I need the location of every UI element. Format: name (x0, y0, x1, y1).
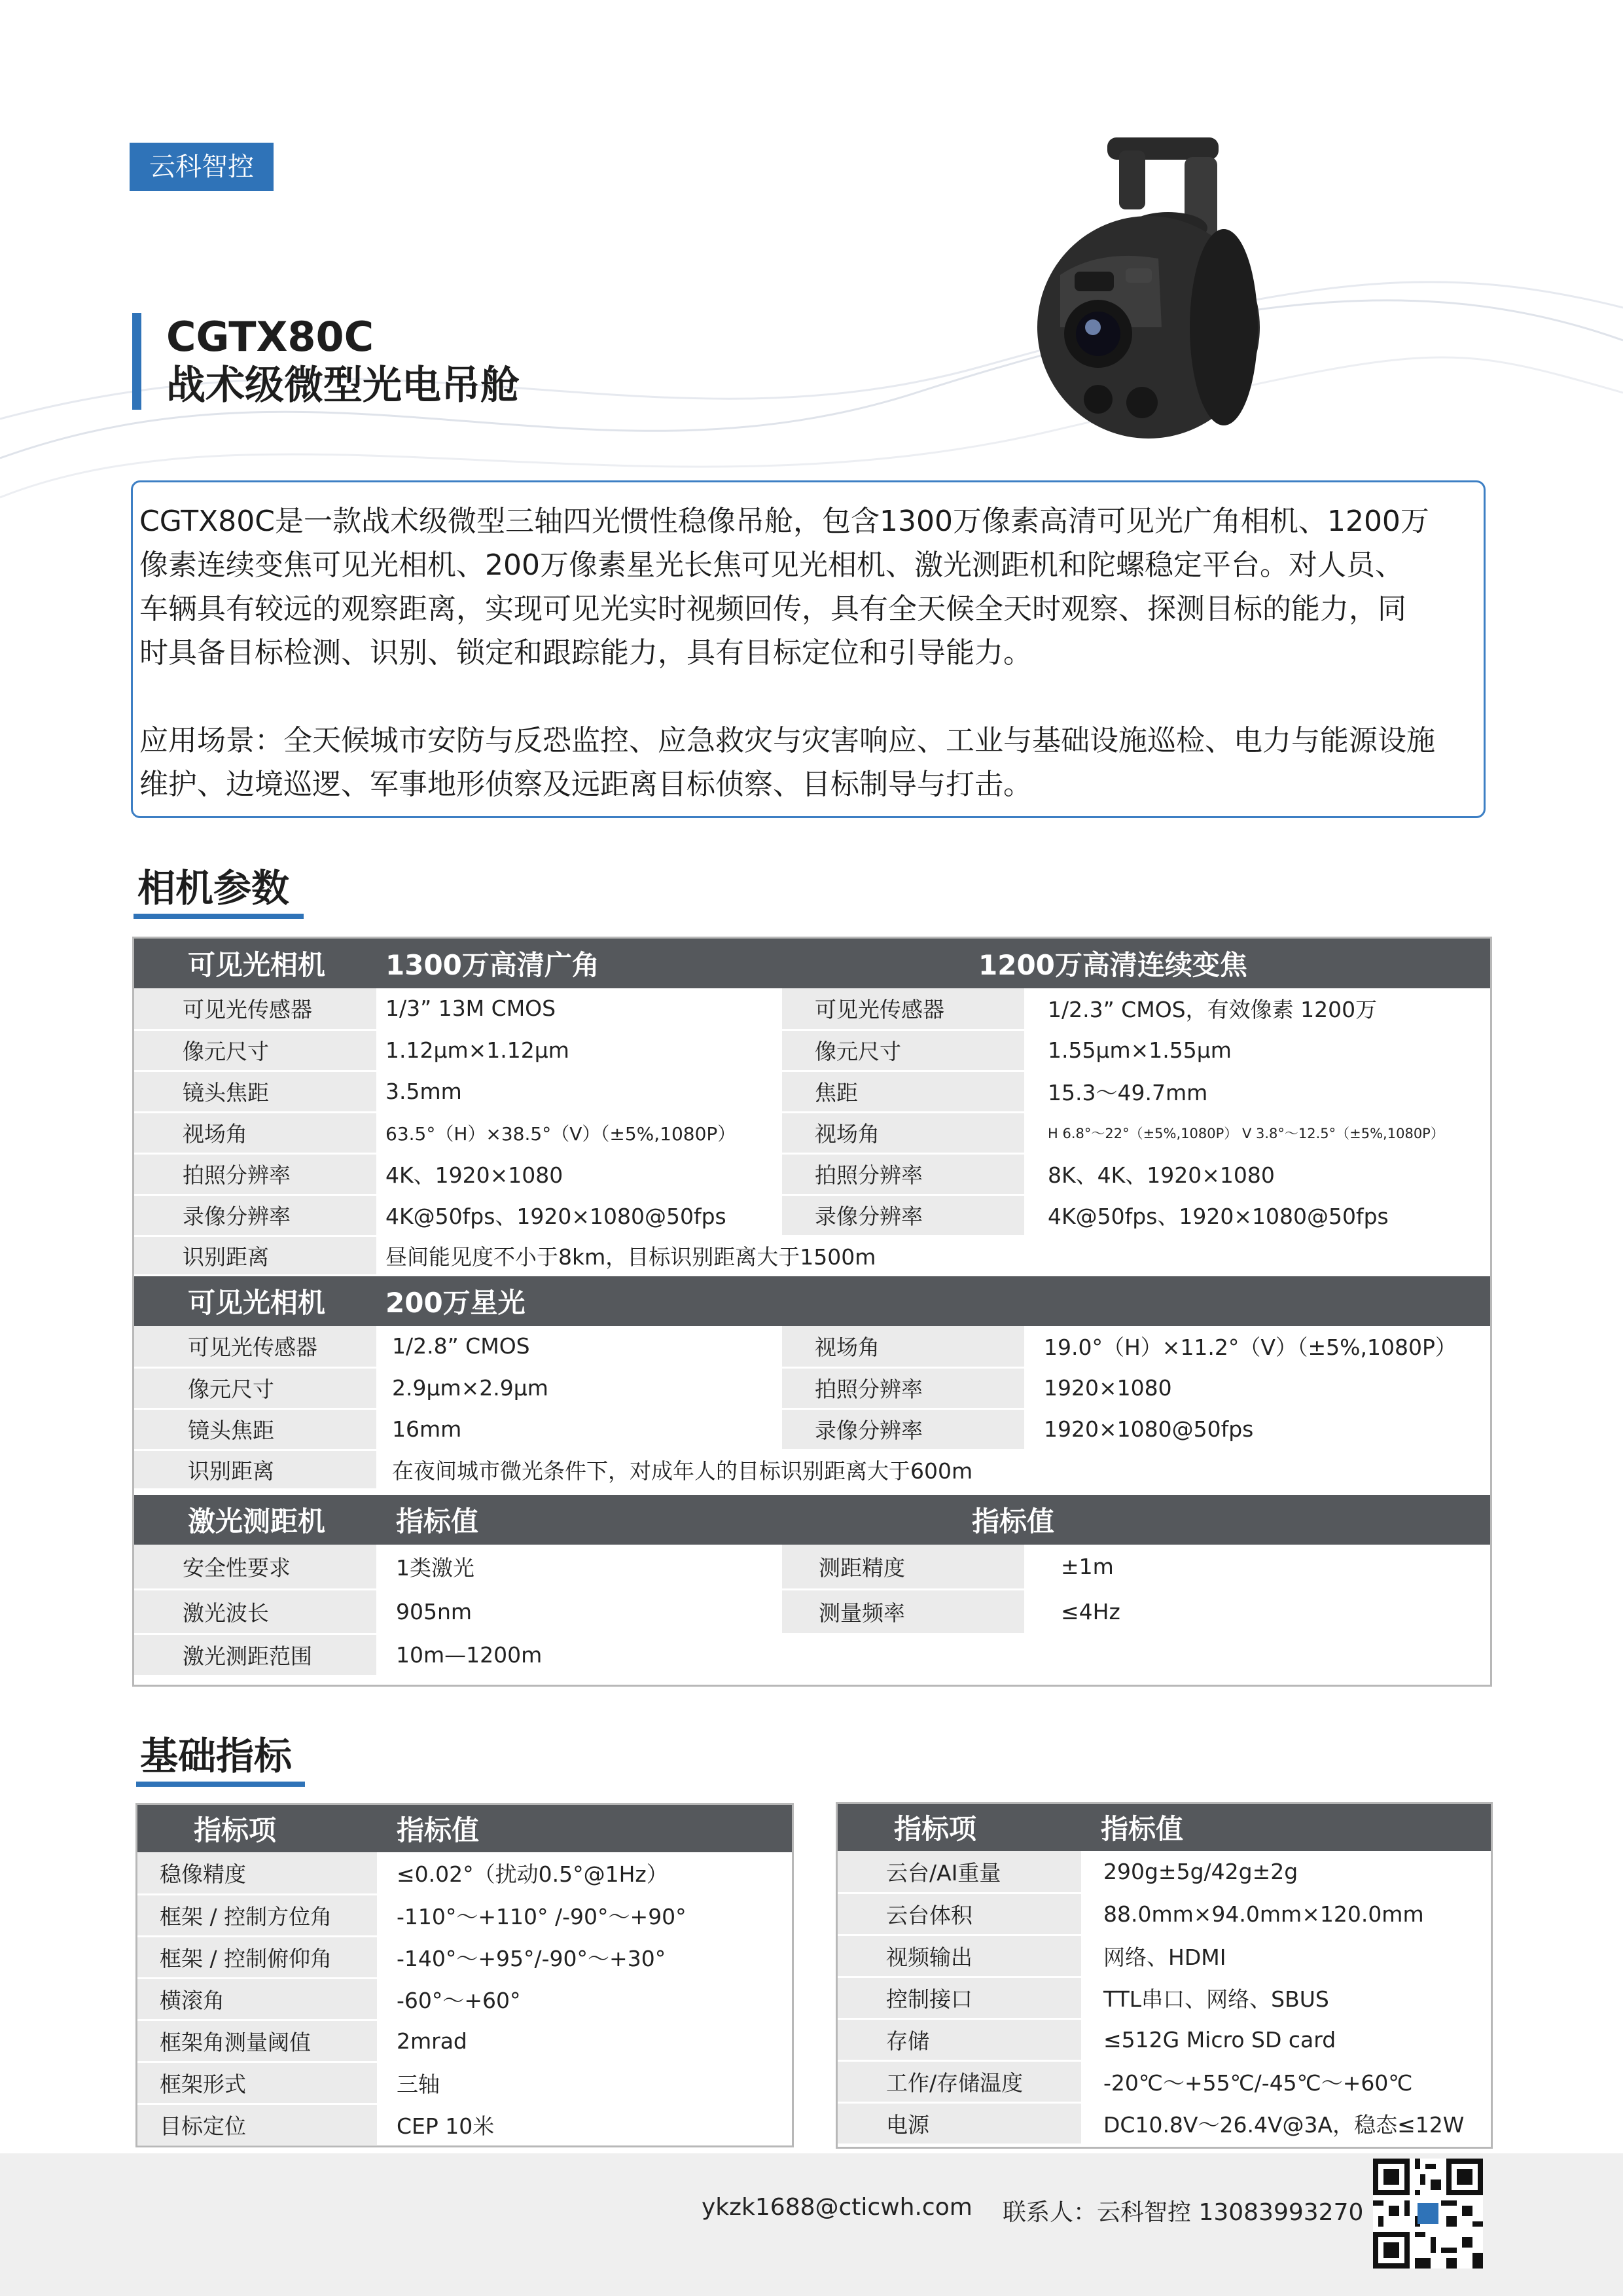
spec-label: 横滚角 (137, 1978, 377, 2020)
contact-person: 联系人：云科智控 13083993270 (1003, 2199, 1364, 2226)
spec-label: 电源 (838, 2102, 1081, 2144)
table-row (137, 2020, 792, 2062)
spec-value: 4K、1920×1080 (376, 1153, 782, 1194)
camera1-header-row (134, 939, 1490, 988)
basic-left-header (137, 1805, 792, 1852)
table-row (134, 1408, 1490, 1450)
table-row (134, 1545, 1490, 1589)
table-row (134, 1030, 1490, 1071)
table-row (838, 1893, 1491, 1935)
spec-value: -110°～+110° /-90°～+90° (377, 1894, 792, 1936)
spec-label: 可见光传感器 (134, 988, 376, 1030)
spec-label: 稳像精度 (137, 1852, 377, 1894)
desc-line: 时具备目标检测、识别、锁定和跟踪能力，具有目标定位和引导能力。 (139, 636, 1032, 670)
spec-value: 1920×1080@50fps (1024, 1408, 1490, 1450)
spec-value: 1920×1080 (1024, 1367, 1490, 1408)
qr-code-icon (1373, 2159, 1483, 2269)
table-row (137, 1894, 792, 1936)
table-row (838, 2018, 1491, 2060)
spec-label: 可见光传感器 (134, 1326, 376, 1367)
spec-value: DC10.8V～26.4V@3A，稳态≤12W (1081, 2102, 1491, 2144)
basic-section-underline (136, 1782, 305, 1787)
spec-label: 视场角 (134, 1112, 376, 1153)
spec-label: 录像分辨率 (782, 1408, 1024, 1450)
spec-label: 拍照分辨率 (134, 1153, 376, 1194)
product-description (131, 480, 1486, 818)
camera-section-title: 相机参数 (137, 866, 290, 910)
spec-label: 工作/存储温度 (838, 2060, 1081, 2102)
spec-value: H 6.8°～22°（±5%,1080P） V 3.8°～12.5°（±5%,1080P） (1024, 1112, 1490, 1153)
header-item: 指标项 (137, 1805, 377, 1852)
spec-value: -140°～+95°/-90°～+30° (377, 1936, 792, 1978)
desc-line: CGTX80C是一款战术级微型三轴四光惯性稳像吊舱，包含1300万像素高清可见光广角相机、1200万 (139, 505, 1429, 538)
table-row (838, 2102, 1491, 2144)
camera1-header-type: 可见光相机 (134, 939, 376, 988)
product-name: 战术级微型光电吊舱 (166, 363, 520, 408)
table-row (134, 1367, 1490, 1408)
camera1-header-zoom: 1200万高清连续变焦 (782, 939, 1490, 988)
spec-label: 目标定位 (137, 2104, 377, 2145)
spec-value: 1/3” 13M CMOS (376, 988, 782, 1030)
spec-label: 可见光传感器 (782, 988, 1024, 1030)
spec-label: 焦距 (782, 1071, 1024, 1112)
spec-value: 1.12μm×1.12μm (376, 1030, 782, 1071)
spec-value: 10m—1200m (376, 1634, 1490, 1676)
camera2-header-starlight: 200万星光 (376, 1276, 1490, 1326)
laser-header-value: 指标值 (376, 1495, 782, 1545)
table-row (838, 1935, 1491, 1977)
table-row (134, 1634, 1490, 1676)
application-line: 维护、边境巡逻、军事地形侦察及远距离目标侦察、目标制导与打击。 (139, 768, 1032, 801)
spec-label: 安全性要求 (134, 1545, 376, 1589)
spec-value: ≤4Hz (1024, 1589, 1490, 1634)
header-item: 指标项 (838, 1804, 1081, 1851)
basic-right-table (838, 1804, 1491, 2145)
table-row (134, 1071, 1490, 1112)
camera1-header-wide: 1300万高清广角 (376, 939, 782, 988)
spec-value: -60°～+60° (377, 1978, 792, 2020)
spec-value: 905nm (376, 1589, 782, 1634)
spec-value: ≤0.02°（扰动0.5°@1Hz） (377, 1852, 792, 1894)
spec-value: 88.0mm×94.0mm×120.0mm (1081, 1893, 1491, 1935)
spec-value: 3.5mm (376, 1071, 782, 1112)
spec-label: 视频输出 (838, 1935, 1081, 1977)
spec-value: 8K、4K、1920×1080 (1024, 1153, 1490, 1194)
application-line: 应用场景：全天候城市安防与反恐监控、应急救灾与灾害响应、工业与基础设施巡检、电力与能源设施 (139, 724, 1435, 757)
table-row (134, 1153, 1490, 1194)
camera-section-underline (134, 914, 304, 919)
spec-value: 1类激光 (376, 1545, 782, 1589)
spec-label: 像元尺寸 (134, 1367, 376, 1408)
spec-label: 录像分辨率 (134, 1194, 376, 1236)
spec-label: 云台/AI重量 (838, 1851, 1081, 1893)
spec-label: 识别距离 (134, 1450, 376, 1489)
spec-label: 控制接口 (838, 1977, 1081, 2018)
basic-right-header (838, 1804, 1491, 1851)
background-waves (0, 0, 1623, 537)
camera2-header-type: 可见光相机 (134, 1276, 376, 1326)
spec-value: ≤512G Micro SD card (1081, 2018, 1491, 2060)
table-row (134, 1450, 1490, 1489)
desc-line: 车辆具有较远的观察距离，实现可见光实时视频回传，具有全天候全天时观察、探测目标的能力，同 (139, 592, 1406, 626)
table-row (137, 1852, 792, 1894)
contact-email[interactable]: ykzk1688@cticwh.com (702, 2194, 972, 2221)
title-accent-bar (132, 313, 141, 410)
spec-value: 三轴 (377, 2062, 792, 2104)
table-row (134, 1112, 1490, 1153)
spec-label: 激光测距范围 (134, 1634, 376, 1676)
spec-label: 激光波长 (134, 1589, 376, 1634)
spec-label: 测距精度 (782, 1545, 1024, 1589)
camera2-header-row (134, 1276, 1490, 1326)
spec-label: 视场角 (782, 1112, 1024, 1153)
table-row (137, 2062, 792, 2104)
table-row (134, 1194, 1490, 1236)
header-value: 指标值 (1081, 1804, 1491, 1851)
basic-left-table (137, 1805, 792, 2147)
spec-label: 识别距离 (134, 1236, 376, 1275)
spec-label: 像元尺寸 (782, 1030, 1024, 1071)
spec-value: 在夜间城市微光条件下，对成年人的目标识别距离大于600m (376, 1450, 1490, 1489)
spec-label: 镜头焦距 (134, 1071, 376, 1112)
spec-label: 存储 (838, 2018, 1081, 2060)
spec-label: 镜头焦距 (134, 1408, 376, 1450)
spec-value: 昼间能见度不小于8km，目标识别距离大于1500m (376, 1236, 1490, 1275)
laser-table (134, 1495, 1490, 1677)
spec-value: TTL串口、网络、SBUS (1081, 1977, 1491, 2018)
spec-value: 63.5°（H）×38.5°（V）（±5%,1080P） (376, 1112, 782, 1153)
spec-label: 拍照分辨率 (782, 1367, 1024, 1408)
product-model: CGTX80C (166, 313, 374, 361)
laser-header-row (134, 1495, 1490, 1545)
table-row (134, 1236, 1490, 1275)
table-row (134, 1589, 1490, 1634)
table-row (838, 1977, 1491, 2018)
desc-line: 像素连续变焦可见光相机、200万像素星光长焦可见光相机、激光测距机和陀螺稳定平台。对人员、 (139, 548, 1404, 582)
spec-label: 录像分辨率 (782, 1194, 1024, 1236)
spec-label: 像元尺寸 (134, 1030, 376, 1071)
spec-label: 拍照分辨率 (782, 1153, 1024, 1194)
spec-value: 15.3～49.7mm (1024, 1071, 1490, 1112)
table-row (838, 1851, 1491, 1893)
spec-label: 云台体积 (838, 1893, 1081, 1935)
spec-label: 框架角测量阈值 (137, 2020, 377, 2062)
camera1-table (134, 939, 1490, 1276)
table-row (134, 1326, 1490, 1367)
spec-label: 框架形式 (137, 2062, 377, 2104)
spec-value: -20℃～+55℃/-45℃～+60℃ (1081, 2060, 1491, 2102)
table-row (137, 1978, 792, 2020)
spec-value: CEP 10米 (377, 2104, 792, 2145)
spec-value: 1.55μm×1.55μm (1024, 1030, 1490, 1071)
spec-value: 290g±5g/42g±2g (1081, 1851, 1491, 1893)
camera2-table (134, 1276, 1490, 1490)
spec-value: 2.9μm×2.9μm (376, 1367, 782, 1408)
laser-header-value2: 指标值 (782, 1495, 1490, 1545)
spec-value: 1/2.3” CMOS，有效像素 1200万 (1024, 988, 1490, 1030)
table-row (134, 988, 1490, 1030)
spec-value: 4K@50fps、1920×1080@50fps (376, 1194, 782, 1236)
gimbal-camera-image (1021, 131, 1270, 452)
spec-value: 2mrad (377, 2020, 792, 2062)
spec-label: 测量频率 (782, 1589, 1024, 1634)
brand-badge: 云科智控 (130, 143, 274, 191)
header-value: 指标值 (377, 1805, 792, 1852)
spec-value: 19.0°（H）×11.2°（V）（±5%,1080P） (1024, 1326, 1490, 1367)
spec-label: 框架 / 控制俯仰角 (137, 1936, 377, 1978)
spec-label: 框架 / 控制方位角 (137, 1894, 377, 1936)
laser-header-type: 激光测距机 (134, 1495, 376, 1545)
basic-section-title: 基础指标 (140, 1734, 293, 1778)
spec-value: 网络、HDMI (1081, 1935, 1491, 1977)
spec-value: 1/2.8” CMOS (376, 1326, 782, 1367)
table-row (137, 2104, 792, 2145)
table-row (838, 2060, 1491, 2102)
spec-label: 视场角 (782, 1326, 1024, 1367)
spec-value: 16mm (376, 1408, 782, 1450)
spec-value: ±1m (1024, 1545, 1490, 1589)
table-row (137, 1936, 792, 1978)
spec-value: 4K@50fps、1920×1080@50fps (1024, 1194, 1490, 1236)
